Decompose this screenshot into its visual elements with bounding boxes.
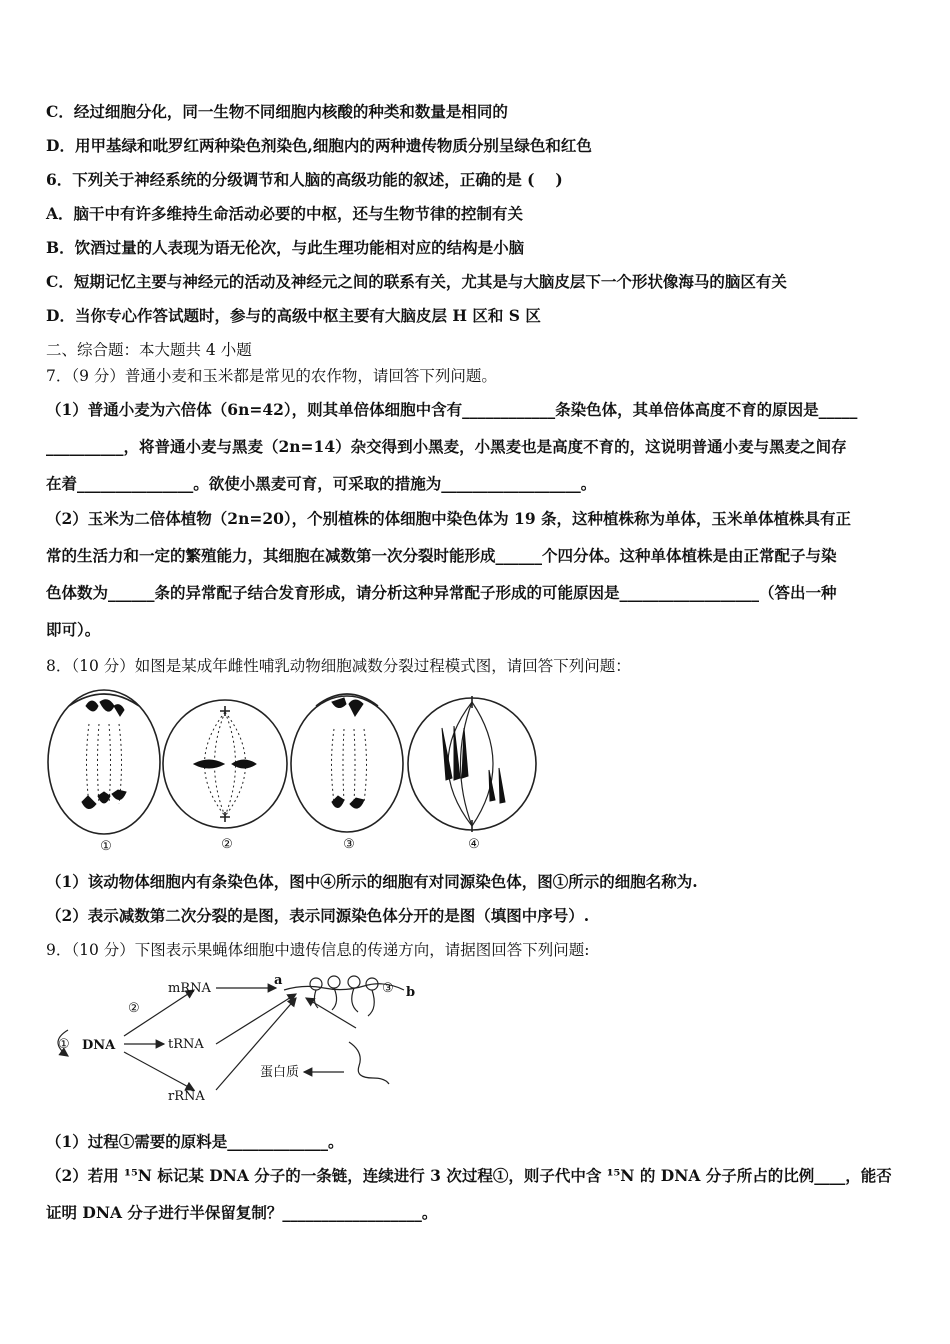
- q9-part2-line1: （2）若用 ¹⁵N 标记某 DNA 分子的一条链，连续进行 3 次过程①，则子代中含 ¹⁵N 的 DNA 分子所占的比例____，能否: [46, 1166, 892, 1185]
- q6-option-d: D．当你专心作答试题时，参与的高级中枢主要有大脑皮层 H 区和 S 区: [46, 306, 541, 325]
- meiosis-cells-figure: [44, 684, 564, 854]
- cell-3: [291, 694, 403, 832]
- figure-label-1: ①: [100, 839, 112, 854]
- q5-option-d: D．用甲基绿和吡罗红两种染色剂染色,细胞内的两种遗传物质分别呈绿色和红色: [46, 136, 592, 155]
- b-label: b: [406, 985, 416, 1000]
- q7-part2-line3: 色体数为______条的异常配子结合发育形成，请分析这种异常配子形成的可能原因是__________________（答出一种: [46, 583, 837, 602]
- cell-1: [48, 690, 160, 834]
- dna-label: DNA: [82, 1038, 116, 1053]
- q6-option-c: C．短期记忆主要与神经元的活动及神经元之间的联系有关，尤其是与大脑皮层下一个形状像海马的脑区有关: [46, 272, 787, 291]
- protein-label: 蛋白质: [260, 1065, 300, 1080]
- q7-stem: 7．（9 分）普通小麦和玉米都是常见的农作物，请回答下列问题。: [46, 367, 497, 385]
- q7-part1-line2: __________，将普通小麦与黑麦（2n=14）杂交得到小黑麦，小黑麦也是高度不育的，这说明普通小麦与黑麦之间存: [46, 437, 847, 456]
- process-3-label: ③: [382, 981, 394, 996]
- q8-stem: 8．（10 分）如图是某成年雌性哺乳动物细胞减数分裂过程模式图，请回答下列问题：: [46, 657, 631, 675]
- q9-part1: （1）过程①需要的原料是_____________。: [46, 1132, 344, 1151]
- a-label: a: [274, 973, 283, 988]
- trna-label: tRNA: [168, 1037, 204, 1052]
- process-2-label: ②: [128, 1001, 140, 1016]
- q7-part2-line4: 即可）。: [46, 620, 101, 639]
- q5-option-c: C．经过细胞分化，同一生物不同细胞内核酸的种类和数量是相同的: [46, 102, 508, 121]
- q7-part1-line1: （1）普通小麦为六倍体（6n=42），则其单倍体细胞中含有____________条染色体，其单倍体高度不育的原因是_____: [46, 400, 858, 419]
- section-heading: 二、综合题：本大题共 4 小题: [46, 341, 252, 359]
- process-1-label: ①: [58, 1037, 70, 1052]
- q6-option-b: B．饮酒过量的人表现为语无伦次，与此生理功能相对应的结构是小脑: [46, 238, 525, 257]
- q7-part2-line2: 常的生活力和一定的繁殖能力，其细胞在减数第一次分裂时能形成______个四分体。这种单体植株是由正常配子与染: [46, 546, 837, 565]
- q8-part2: （2）表示减数第二次分裂的是图，表示同源染色体分开的是图（填图中序号）.: [46, 906, 590, 925]
- q9-stem: 9．（10 分）下图表示果蝇体细胞中遗传信息的传递方向，请据图回答下列问题:: [46, 941, 590, 959]
- rrna-label: rRNA: [168, 1089, 205, 1104]
- mrna-label: mRNA: [168, 981, 211, 996]
- q8-part1: （1）该动物体细胞内有条染色体，图中④所示的细胞有对同源染色体，图①所示的细胞名称为.: [46, 872, 698, 891]
- q6-option-a: A．脑干中有许多维持生命活动必要的中枢，还与生物节律的控制有关: [46, 204, 524, 223]
- cell-4: [408, 696, 536, 832]
- q7-part1-line3: 在着_______________。欲使小黑麦可育，可采取的措施为__________________。: [46, 474, 597, 493]
- figure-label-4: ④: [468, 837, 480, 852]
- q6-stem: 6．下列关于神经系统的分级调节和人脑的高级功能的叙述，正确的是 ( ): [46, 170, 563, 189]
- figure-label-2: ②: [221, 837, 233, 852]
- figure-label-3: ③: [343, 837, 355, 852]
- q7-part2-line1: （2）玉米为二倍体植物（2n=20），个别植株的体细胞中染色体为 19 条，这种植株称为单体，玉米单体植株具有正: [46, 509, 852, 528]
- q9-part2-line2: 证明 DNA 分子进行半保留复制？__________________。: [46, 1203, 438, 1222]
- gene-expression-diagram: [44, 968, 424, 1108]
